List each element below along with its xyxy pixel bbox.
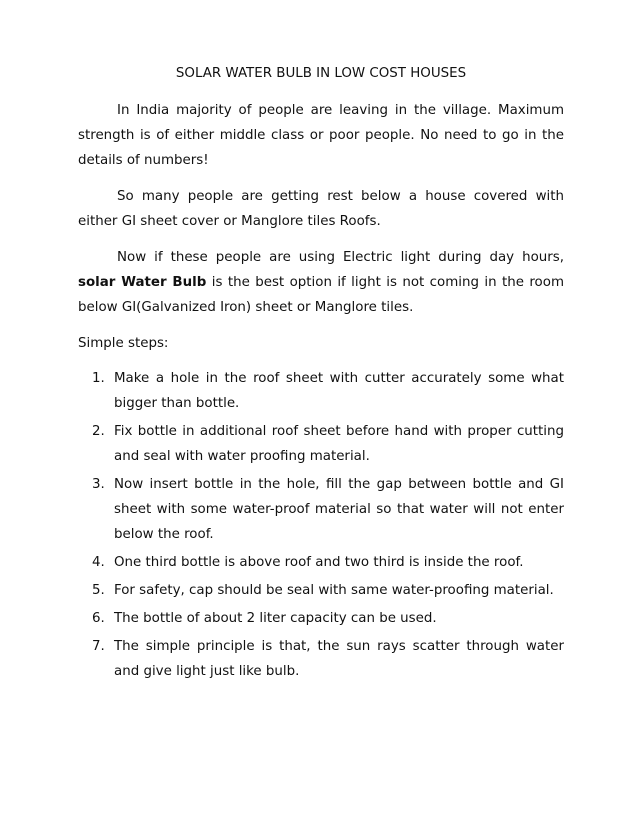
step-text: The simple principle is that, the sun rays scatter through water and give light just like bulb.	[114, 639, 564, 679]
paragraph-2: So many people are getting rest below a house covered with either GI sheet cover or Manglore tiles Roofs.	[78, 189, 564, 229]
step-text: One third bottle is above roof and two third is inside the roof.	[114, 555, 524, 570]
paragraph-3-intro: Now if these people are using Electric light during day hours,	[117, 250, 564, 265]
list-item	[78, 578, 564, 603]
steps-list	[78, 366, 564, 684]
steps-heading: Simple steps:	[78, 336, 169, 351]
step-number: 5.	[92, 583, 105, 598]
step-number: 7.	[92, 639, 105, 654]
step-number: 6.	[92, 611, 105, 626]
list-item	[78, 472, 564, 547]
step-number: 1.	[92, 371, 105, 386]
step-number: 2.	[92, 424, 105, 439]
paragraph-3	[78, 245, 564, 320]
step-text: For safety, cap should be seal with same water-proofing material.	[114, 583, 554, 598]
step-text: Now insert bottle in the hole, fill the gap between bottle and GI sheet with some water-proof material so that water will not enter below the roof.	[114, 477, 564, 542]
step-text: The bottle of about 2 liter capacity can be used.	[114, 611, 437, 626]
paragraph-3-bold-term: solar Water Bulb	[78, 275, 207, 290]
step-text: Make a hole in the roof sheet with cutter accurately some what bigger than bottle.	[114, 371, 564, 411]
document-page	[78, 62, 564, 687]
step-text: Fix bottle in additional roof sheet before hand with proper cutting and seal with water proofing material.	[114, 424, 564, 464]
document-title: SOLAR WATER BULB IN LOW COST HOUSES	[175, 66, 467, 81]
list-item	[78, 634, 564, 684]
list-item	[78, 550, 564, 575]
paragraph-3-rest: is the best option if light is not coming in the room below GI(Galvanized Iron) sheet or Manglore tiles.	[78, 275, 564, 315]
list-item	[78, 366, 564, 416]
list-item	[78, 606, 564, 631]
step-number: 3.	[92, 477, 105, 492]
list-item	[78, 419, 564, 469]
paragraph-1: In India majority of people are leaving in the village. Maximum strength is of either middle class or poor people. No need to go in the details of numbers!	[78, 103, 564, 168]
step-number: 4.	[92, 555, 105, 570]
